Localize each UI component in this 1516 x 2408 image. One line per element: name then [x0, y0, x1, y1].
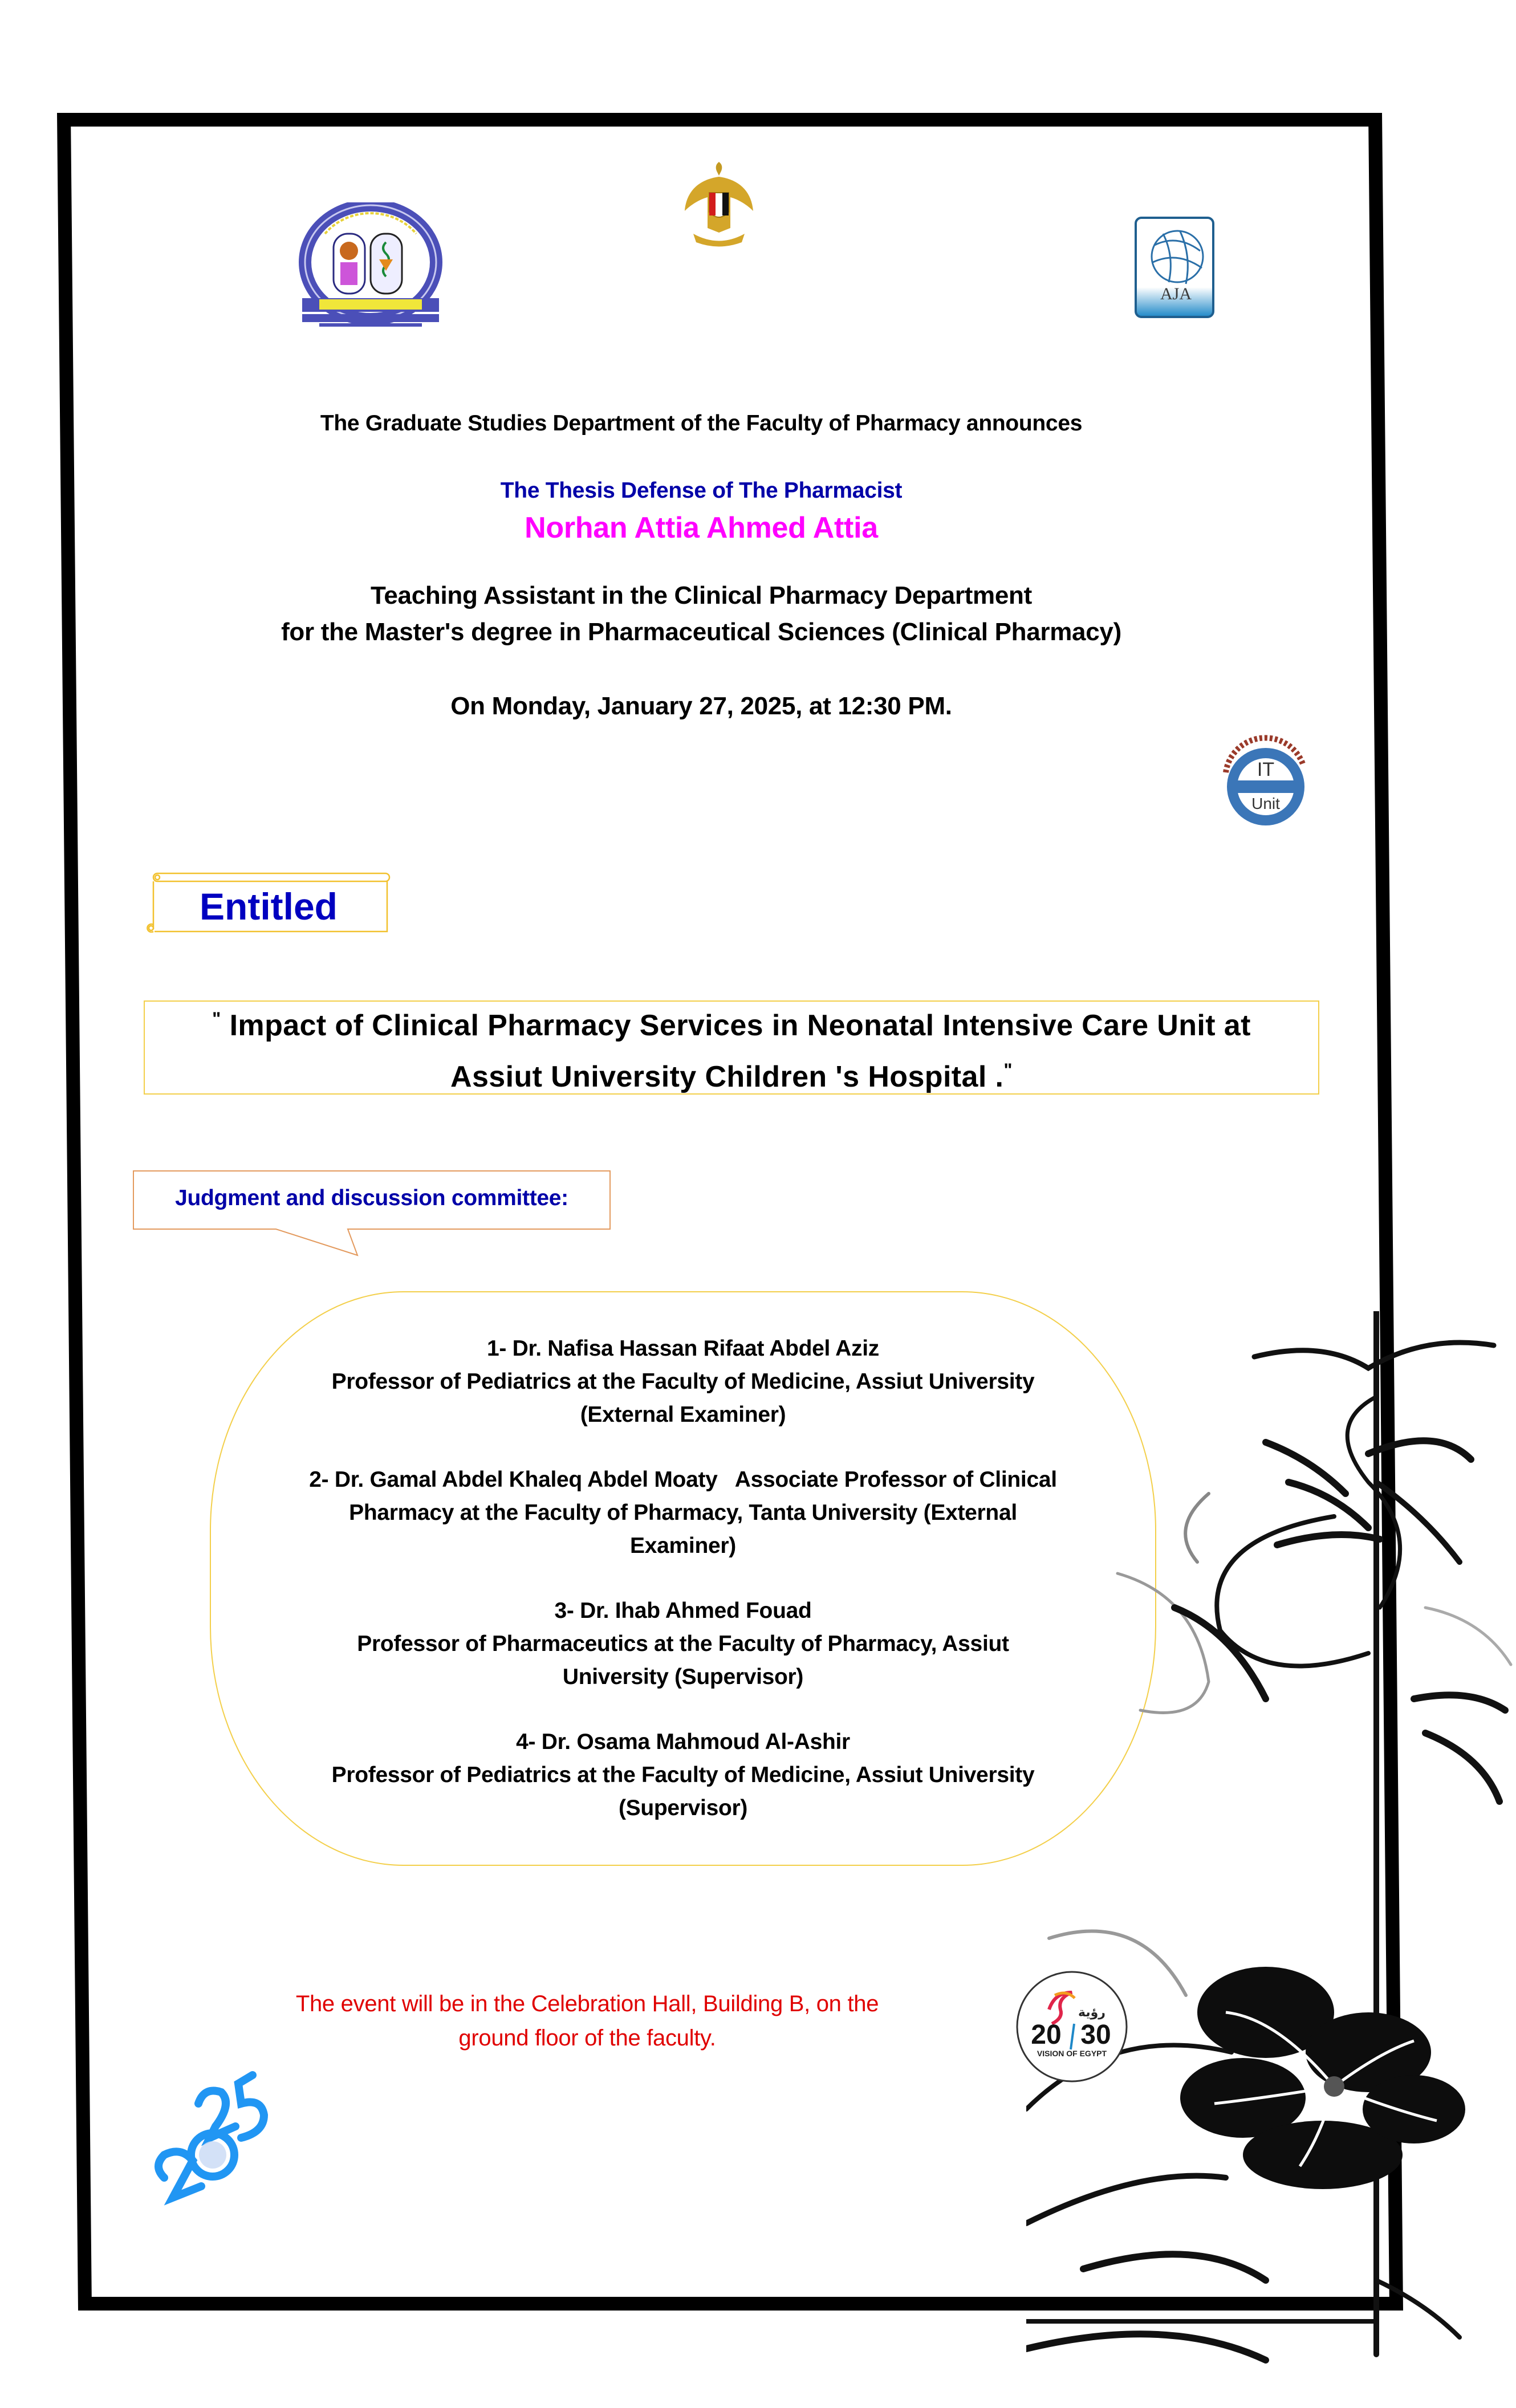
- member-3-title: Professor of Pharmaceutics at the Faculty of Pharmacy, Assiut: [357, 1632, 1009, 1656]
- floral-corner-decoration: [1026, 1311, 1516, 2408]
- member-3-role: University (Supervisor): [562, 1665, 804, 1689]
- vision-2030-logo: [1015, 1970, 1129, 2084]
- committee-member-2: [245, 1463, 1121, 1563]
- committee-list: [245, 1332, 1121, 1857]
- committee-member-3: [245, 1595, 1121, 1694]
- candidate-name: Norhan Attia Ahmed Attia: [525, 511, 878, 544]
- member-2-role: Examiner): [630, 1534, 736, 1558]
- role-line-2: for the Master's degree in Pharmaceutical Sciences (Clinical Pharmacy): [281, 618, 1121, 646]
- venue-line-2: ground floor of the faculty.: [458, 2025, 716, 2051]
- member-2-title: Pharmacy at the Faculty of Pharmacy, Tanta University (External: [349, 1500, 1017, 1525]
- role-line-1: Teaching Assistant in the Clinical Pharmacy Department: [371, 581, 1032, 609]
- entitled-label: Entitled: [200, 885, 338, 928]
- faculty-logo: [285, 202, 456, 333]
- venue-line-1: The event will be in the Celebration Hall, Building B, on the: [295, 1991, 879, 2016]
- vision-number-left: 20: [1031, 2020, 1062, 2050]
- thesis-title-line-2: Assiut University Children 's Hospital .: [450, 1060, 1004, 1093]
- unit-label: Unit: [1251, 795, 1280, 812]
- committee-member-4: [245, 1726, 1121, 1825]
- defense-title: The Thesis Defense of The Pharmacist: [500, 478, 903, 503]
- aja-logo-text: AJA: [1160, 284, 1192, 303]
- thesis-title-line-1: Impact of Clinical Pharmacy Services in Neonatal Intensive Care Unit at: [221, 1008, 1251, 1042]
- announcement-text: The Graduate Studies Department of the Faculty of Pharmacy announces: [320, 411, 1083, 436]
- venue-text: [217, 1987, 958, 2055]
- egypt-eagle-emblem: [682, 160, 756, 251]
- vision-arabic-text: رؤية: [1078, 2006, 1105, 2020]
- candidate-role: [74, 577, 1328, 650]
- committee-callout: [132, 1170, 611, 1261]
- vision-number-right: 30: [1080, 2020, 1111, 2050]
- member-1-name: 1- Dr. Nafisa Hassan Rifaat Abdel Aziz: [487, 1336, 879, 1361]
- member-4-role: (Supervisor): [618, 1796, 748, 1820]
- member-2-name: 2- Dr. Gamal Abdel Khaleq Abdel Moaty Associate Professor of Clinical: [309, 1467, 1057, 1492]
- aja-logo: [1135, 217, 1214, 318]
- committee-label: Judgment and discussion committee:: [175, 1186, 568, 1210]
- it-label: IT: [1257, 759, 1275, 780]
- entitled-scroll-banner: [145, 872, 392, 933]
- thesis-open-quote: ": [212, 1008, 221, 1029]
- member-3-name: 3- Dr. Ihab Ahmed Fouad: [554, 1598, 812, 1623]
- thesis-title-box: [144, 1000, 1319, 1095]
- thesis-title: [212, 996, 1251, 1099]
- member-4-title: Professor of Pediatrics at the Faculty of Medicine, Assiut University: [331, 1763, 1035, 1787]
- year-2025-logo: [147, 2052, 284, 2206]
- committee-member-1: [245, 1332, 1121, 1431]
- member-4-name: 4- Dr. Osama Mahmoud Al-Ashir: [516, 1730, 850, 1754]
- member-1-title: Professor of Pediatrics at the Faculty of Medicine, Assiut University: [331, 1369, 1035, 1394]
- committee-box: [210, 1291, 1156, 1866]
- thesis-close-quote: ": [1003, 1059, 1013, 1080]
- vision-caption: VISION OF EGYPT: [1037, 2049, 1107, 2058]
- member-1-role: (External Examiner): [580, 1402, 786, 1427]
- defense-datetime: On Monday, January 27, 2025, at 12:30 PM.: [450, 692, 952, 720]
- it-unit-logo: [1214, 733, 1314, 832]
